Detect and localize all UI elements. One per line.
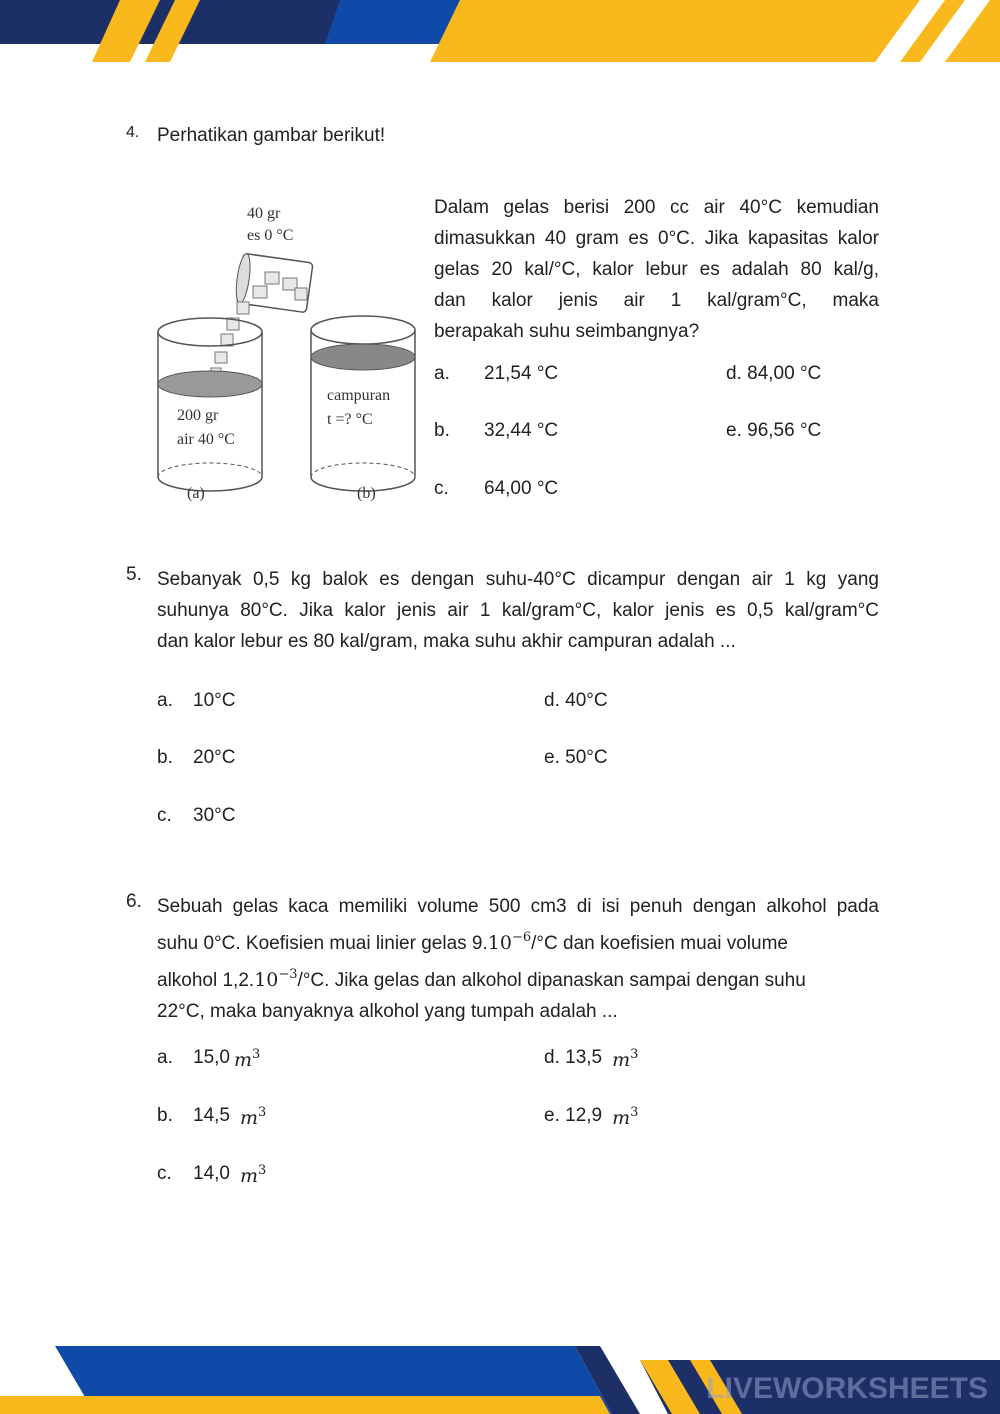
q5-option-b-letter: b. <box>157 747 173 768</box>
q4-number: 4. <box>126 124 140 141</box>
q6-line-3-b: /°C. Jika gelas dan alkohol dipanaskan sampai dengan suhu <box>297 970 806 991</box>
q6-option-b-letter: b. <box>157 1105 173 1126</box>
q6-option-c[interactable] <box>157 1163 266 1188</box>
q5-option-a-letter: a. <box>157 690 173 711</box>
q6-question-text <box>157 891 879 1027</box>
q4-option-c-text: 64,00 °C <box>484 478 559 499</box>
ice-cubes <box>211 272 307 378</box>
q6-line-2-base: 10 <box>487 932 512 954</box>
q4-line-5: berapakah suhu seimbangnya? <box>434 321 700 342</box>
fig-ice-label-1: 40 gr <box>247 205 281 222</box>
q6-option-d-unit-exp: 3 <box>630 1047 639 1062</box>
q5-option-e[interactable]: e. 50°C <box>544 747 608 768</box>
q6-option-b-text: 14,5 <box>193 1105 230 1126</box>
q5-option-b[interactable] <box>157 747 235 769</box>
fig-caption-b: (b) <box>357 485 376 502</box>
q6-line-2 <box>157 922 879 959</box>
q6-option-d-text: d. 13,5 <box>544 1047 603 1068</box>
q5-option-d[interactable]: d. 40°C <box>544 690 608 711</box>
q4-line-3: gelas 20 kal/°C, kalor lebur es adalah 80 kal/g, <box>434 259 879 280</box>
q6-line-2-b: /°C dan koefisien muai volume <box>531 933 788 954</box>
q6-option-a-text: 15,0 <box>193 1047 230 1068</box>
q4-option-c-letter: c. <box>434 478 449 499</box>
fig-water-label-2: air 40 °C <box>177 431 235 448</box>
top-banner <box>0 0 1000 70</box>
q6-line-2-exp: −6 <box>511 930 532 945</box>
beaker-a <box>158 318 262 491</box>
fig-mix-label-1: campuran <box>327 387 391 404</box>
q5-question-text <box>157 564 879 657</box>
q6-number: 6. <box>126 891 142 912</box>
fig-mix-label-2: t =? °C <box>327 411 373 428</box>
calorimetry-figure <box>155 192 420 512</box>
q4-option-a-text: 21,54 °C <box>484 363 559 384</box>
beaker-b <box>311 316 415 491</box>
q4-option-a[interactable] <box>434 363 558 385</box>
q6-option-b-unit: m <box>239 1107 259 1129</box>
q6-option-a-unit: m <box>233 1049 253 1071</box>
q4-option-b[interactable] <box>434 420 558 442</box>
q4-option-c[interactable] <box>434 478 558 500</box>
q6-option-d[interactable] <box>544 1047 638 1072</box>
q6-option-e-unit: m <box>612 1107 631 1129</box>
fig-ice-label-2: es 0 °C <box>247 227 294 244</box>
q6-line-3 <box>157 959 879 996</box>
q5-option-b-text: 20°C <box>193 747 236 768</box>
liveworksheets-watermark: LIVEWORKSHEETS <box>706 1372 988 1405</box>
q4-option-b-text: 32,44 °C <box>484 420 559 441</box>
q4-option-a-letter: a. <box>434 363 450 384</box>
fig-caption-a: (a) <box>187 485 205 502</box>
q6-option-b[interactable] <box>157 1105 266 1130</box>
q4-line-4: dan kalor jenis air 1 kal/gram°C, maka <box>434 290 879 311</box>
q6-option-c-unit: m <box>239 1165 259 1187</box>
q5-option-c[interactable] <box>157 805 235 827</box>
q4-option-e[interactable]: e. 96,56 °C <box>726 420 822 441</box>
q6-option-a-unit-exp: 3 <box>252 1047 261 1062</box>
q6-option-c-unit-exp: 3 <box>258 1163 267 1178</box>
q6-option-e[interactable] <box>544 1105 638 1130</box>
q5-line-2: suhunya 80°C. Jika kalor jenis air 1 kal/gram°C, kalor jenis es 0,5 kal/gram°C <box>157 600 879 621</box>
fig-water-label-1: 200 gr <box>177 407 219 424</box>
q6-line-3-a: alkohol 1,2. <box>157 970 255 991</box>
q5-number: 5. <box>126 564 142 585</box>
q6-line-3-base: 10 <box>254 969 279 991</box>
q6-option-b-unit-exp: 3 <box>258 1105 267 1120</box>
q4-option-d[interactable]: d. 84,00 °C <box>726 363 822 384</box>
q6-line-1: Sebuah gelas kaca memiliki volume 500 cm3 di isi penuh dengan alkohol pada <box>157 896 879 917</box>
q6-line-2-a: suhu 0°C. Koefisien muai linier gelas 9. <box>157 933 488 954</box>
q5-option-c-letter: c. <box>157 805 172 826</box>
q6-option-c-text: 14,0 <box>193 1163 230 1184</box>
q5-option-a-text: 10°C <box>193 690 236 711</box>
q4-line-2: dimasukkan 40 gram es 0°C. Jika kapasitas kalor <box>434 228 879 249</box>
q4-line-1: Dalam gelas berisi 200 cc air 40°C kemudian <box>434 197 879 218</box>
q6-line-3-exp: −3 <box>278 967 298 982</box>
q6-option-e-unit-exp: 3 <box>630 1105 639 1120</box>
q4-option-b-letter: b. <box>434 420 450 441</box>
q5-line-3: dan kalor lebur es 80 kal/gram, maka suhu akhir campuran adalah ... <box>157 631 736 652</box>
q6-option-a-letter: a. <box>157 1047 173 1068</box>
q4-prompt: Perhatikan gambar berikut! <box>157 125 386 146</box>
q6-option-d-unit: m <box>612 1049 631 1071</box>
q5-option-a[interactable] <box>157 690 235 712</box>
q6-option-c-letter: c. <box>157 1163 172 1184</box>
q6-line-4: 22°C, maka banyaknya alkohol yang tumpah adalah ... <box>157 1001 618 1022</box>
q6-option-a[interactable] <box>157 1047 260 1072</box>
q5-option-c-text: 30°C <box>193 805 236 826</box>
q4-question-text <box>434 192 879 347</box>
q5-line-1: Sebanyak 0,5 kg balok es dengan suhu-40°C dicampur dengan air 1 kg yang <box>157 569 879 590</box>
q6-option-e-text: e. 12,9 <box>544 1105 603 1126</box>
